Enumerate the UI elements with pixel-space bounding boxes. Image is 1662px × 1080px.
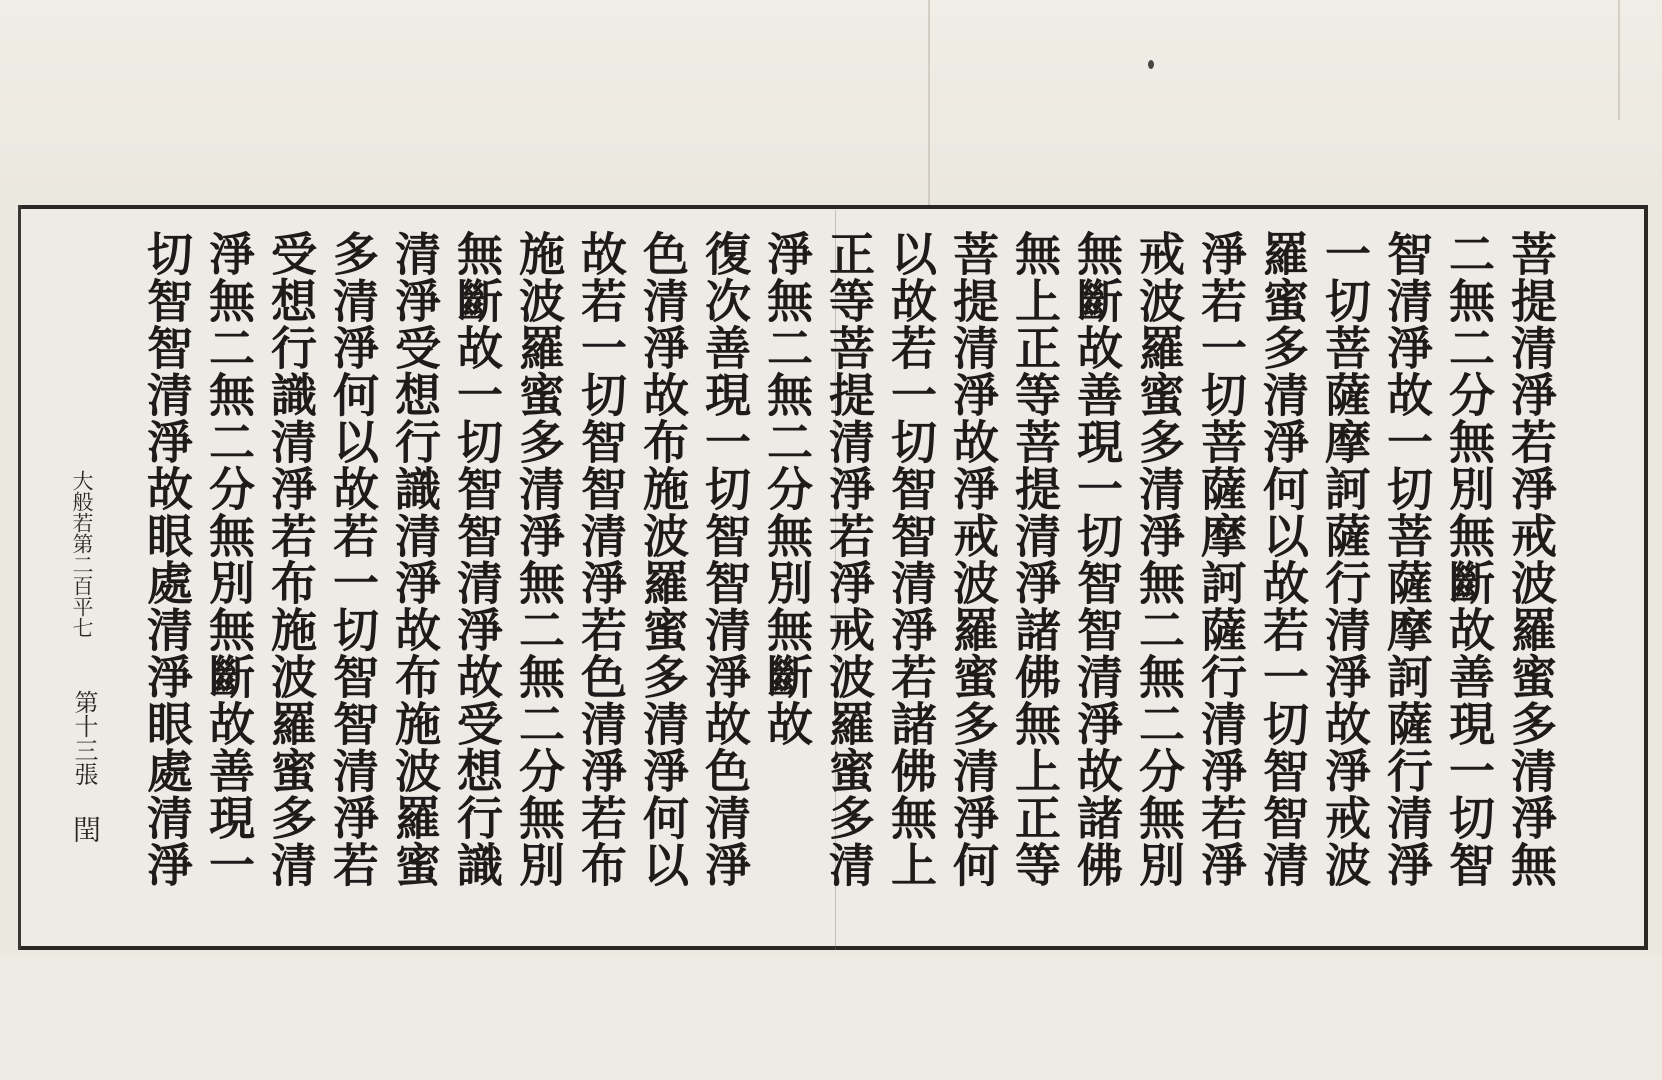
text-column: 清淨受想行識清淨故布施波羅蜜 bbox=[388, 230, 442, 888]
text-column: 智清淨故一切菩薩摩訶薩行清淨 bbox=[1380, 230, 1434, 888]
text-column: 無斷故一切智智清淨故受想行識 bbox=[450, 230, 504, 888]
text-column: 一切菩薩摩訶薩行清淨故淨戒波 bbox=[1318, 230, 1372, 888]
volume-marker: 大般若第二百平七 bbox=[70, 470, 94, 638]
text-column: 羅蜜多清淨何以故若一切智智清 bbox=[1256, 230, 1310, 888]
text-column: 正等菩提清淨若淨戒波羅蜜多清 bbox=[822, 230, 876, 888]
paper-fold bbox=[928, 0, 930, 210]
text-column: 復次善現一切智智清淨故色清淨 bbox=[698, 230, 752, 888]
text-column: 以故若一切智智清淨若諸佛無上 bbox=[884, 230, 938, 888]
text-column: 多清淨何以故若一切智智清淨若 bbox=[326, 230, 380, 888]
text-column: 無上正等菩提清淨諸佛無上正等 bbox=[1008, 230, 1062, 888]
text-column: 淨無二無二分無別無斷故 bbox=[760, 230, 814, 747]
text-column: 淨無二無二分無別無斷故善現一 bbox=[202, 230, 256, 888]
text-column: 菩提清淨故淨戒波羅蜜多清淨何 bbox=[946, 230, 1000, 888]
paper-top-margin bbox=[0, 0, 1662, 200]
carver-mark: 閏 bbox=[69, 815, 102, 843]
text-column: 戒波羅蜜多清淨無二無二分無別 bbox=[1132, 230, 1186, 888]
text-column: 菩提清淨若淨戒波羅蜜多清淨無 bbox=[1504, 230, 1558, 888]
text-column: 施波羅蜜多清淨無二無二分無別 bbox=[512, 230, 566, 888]
paper-fold bbox=[1618, 0, 1620, 120]
text-column: 色清淨故布施波羅蜜多清淨何以 bbox=[636, 230, 690, 888]
page-number-marker: 第十三張 bbox=[70, 690, 98, 786]
text-column: 故若一切智智清淨若色清淨若布 bbox=[574, 230, 628, 888]
text-column: 切智智清淨故眼處清淨眼處清淨 bbox=[140, 230, 194, 888]
paper-bottom-margin bbox=[0, 955, 1662, 1080]
text-column: 受想行識清淨若布施波羅蜜多清 bbox=[264, 230, 318, 888]
text-column: 二無二分無別無斷故善現一切智 bbox=[1442, 230, 1496, 888]
ink-speck bbox=[1148, 60, 1154, 69]
text-column: 無斷故善現一切智智清淨故諸佛 bbox=[1070, 230, 1124, 888]
text-column: 淨若一切菩薩摩訶薩行清淨若淨 bbox=[1194, 230, 1248, 888]
